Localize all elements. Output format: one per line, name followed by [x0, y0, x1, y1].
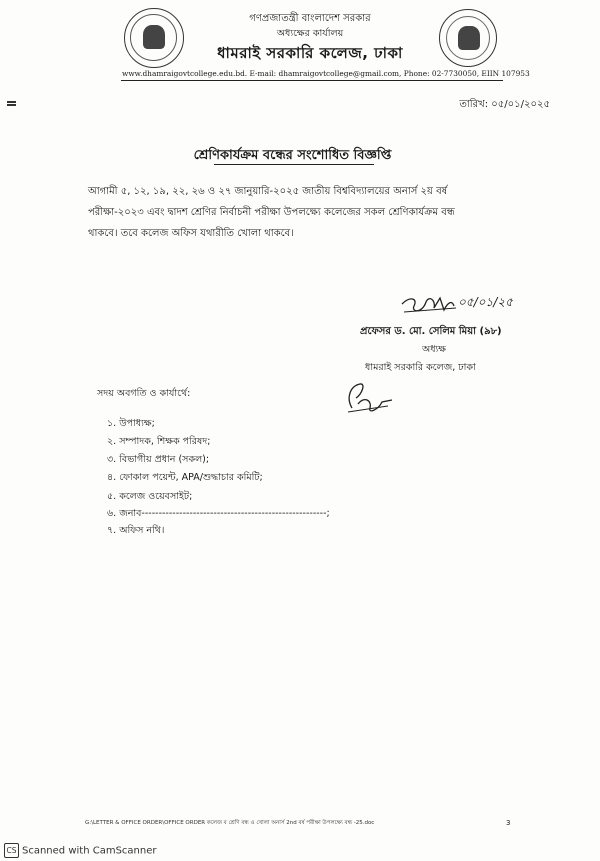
page-number: 3: [506, 819, 511, 827]
government-name: গণপ্রজাতন্ত্রী বাংলাদেশ সরকার: [249, 13, 371, 24]
copy-intro: সদয় অবগতি ও কার্যার্থে:: [97, 388, 191, 399]
initial-signature: [342, 378, 402, 422]
handwritten-date: ০৫/০১/২৫: [458, 295, 513, 309]
distribution-item: ২. সম্পাদক, শিক্ষক পরিষদ;: [107, 436, 211, 447]
distribution-item: ৭. অফিস নথি।: [107, 525, 165, 536]
footer-file-path: G:\LETTER & OFFICE ORDER\OFFICE ORDER কলেজ ব শ্রেণি বন্ধ ও খোলা অনার্স 2nd বর্ষ পরীক্ষা উপলক্ষ্যে বন্ধ -25.doc: [85, 820, 375, 826]
signer-designation: অধ্যক্ষ: [422, 344, 447, 355]
body-line-2: পরীক্ষা-২০২৩ এবং দ্বাদশ শ্রেণির নির্বাচনী পরীক্ষা উপলক্ষ্যে কলেজের সকল শ্রেণিকার্যক্রম বন্ধ: [88, 207, 455, 218]
watermark-text: Scanned with CamScanner: [22, 845, 157, 857]
title-underline: [214, 164, 374, 165]
notice-date: তারিখ: ০৫/০১/২০২৫: [459, 99, 550, 110]
distribution-item: ৬. জনাব------------------------------------------------------;: [107, 508, 330, 519]
contact-line: www.dhamraigovtcollege.edu.bd. E-mail: dhamraigovtcollege@gmail.com, Phone: 02-7730050, EIIN 107953: [122, 69, 530, 78]
bangladesh-govt-emblem-icon: [124, 8, 184, 68]
camscanner-logo-icon: CS: [4, 843, 19, 858]
body-line-3: থাকবে। তবে কলেজ অফিস যথারীতি খোলা থাকবে।: [88, 228, 294, 239]
college-name: ধামরাই সরকারি কলেজ, ঢাকা: [217, 44, 403, 62]
body-line-1: আগামী ৫, ১২, ১৯, ২২, ২৬ ও ২৭ জানুয়ারি-২০২৫ জাতীয় বিশ্ববিদ্যালয়ের অনার্স ২য় বর্ষ: [88, 186, 448, 197]
distribution-item: ৫. কলেজ ওয়েবসাইট;: [107, 491, 193, 502]
distribution-item: ৩. বিভাগীয় প্রধান (সকল);: [107, 454, 210, 465]
notice-title: শ্রেণিকার্যক্রম বন্ধের সংশোধিত বিজ্ঞপ্তি: [193, 148, 392, 163]
header-divider: [121, 80, 503, 81]
distribution-item: ১. উপাধ্যক্ষ;: [107, 418, 155, 429]
initial-scribble-icon: [342, 378, 402, 418]
signer-institution: ধামরাই সরকারি কলেজ, ঢাকা: [365, 362, 476, 373]
signer-name: প্রফেসর ড. মো. সেলিম মিয়া (৯৮): [360, 326, 502, 337]
distribution-item: ৪. ফোকাল পয়েন্ট, APA/শুদ্ধাচার কমিটি;: [107, 472, 263, 483]
punch-mark-icon: [7, 101, 16, 103]
college-seal-icon: [439, 9, 497, 67]
camscanner-watermark: [0, 843, 157, 858]
office-name: অধ্যক্ষের কার্যালয়: [276, 28, 344, 39]
